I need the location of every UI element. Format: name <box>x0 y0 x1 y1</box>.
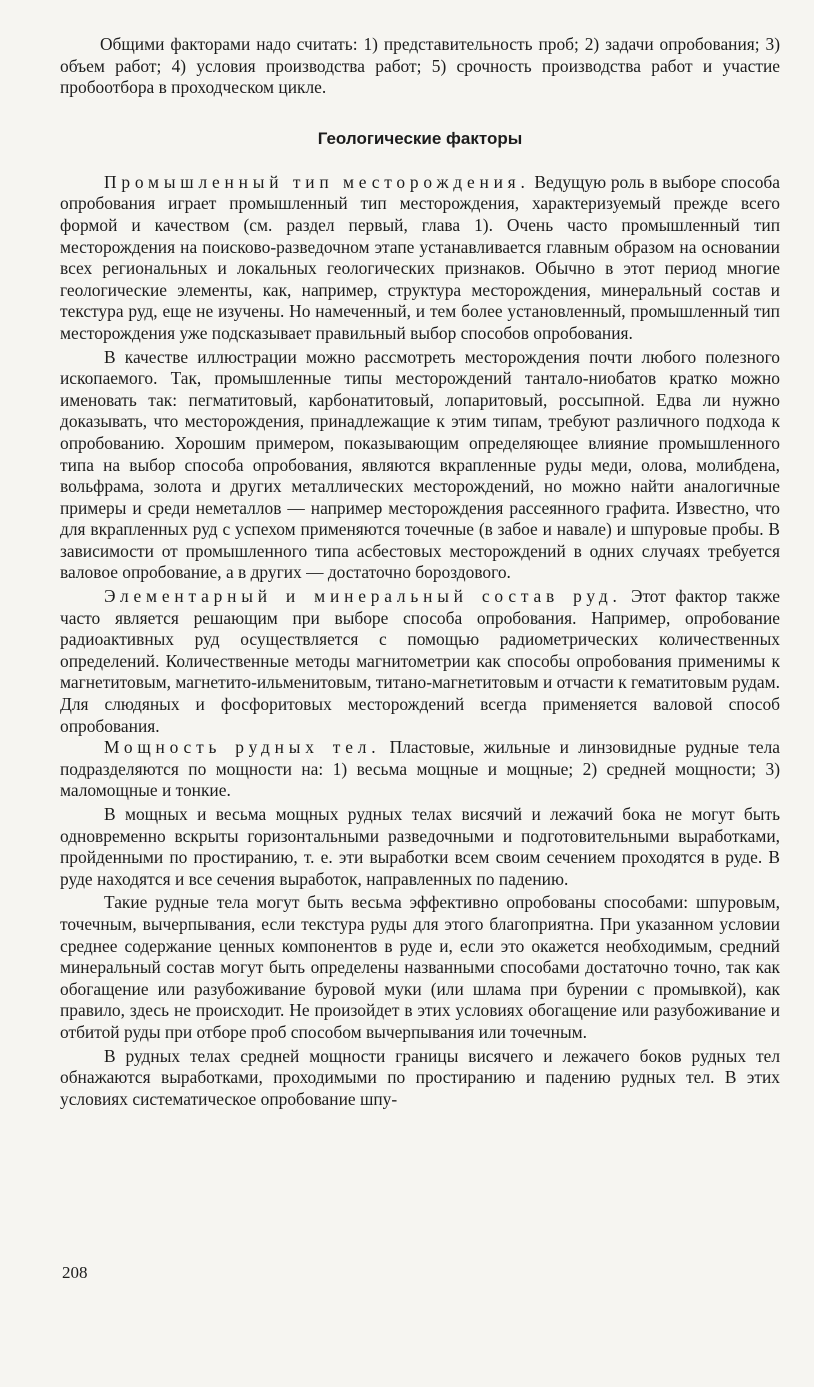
paragraph-text: В качестве иллюстрации можно рассмотреть месторождения почти любого полезного ископаемого. Так, промышленные типы месторождений тантало-ниобатов кратко можно именовать так: пегматитовый, карбонатитовый, лопаритовый, россыпной. Едва ли нужно доказывать, что месторождения, принадлежащие к этим типам, требуют различного подхода к опробованию. Хорошим примером, показывающим определяющее влияние промышленного типа на выбор способа опробования, являются вкрапленные руды меди, олова, молибдена, вольфрама, золота и других металлических месторождений, но можно найти аналогичные примеры и среди неметаллов — например месторождения рассеянного графита. Известно, что для вкрапленных руд с успехом применяются точечные (в забое и навале) и шпуровые пробы. В зависимости от промышленного типа асбестовых месторождений в одних случаях требуется валовое опробование, а в других — достаточно бороздового. <box>60 346 780 583</box>
paragraph-text: Пластовые, жильные и линзовидные рудные тела подразделяются по мощности на: 1) весьма мощные и мощные; 2) средней мощности; 3) маломощные и тонкие. <box>60 737 780 801</box>
paragraph-text: Ведущую роль в выборе способа опробования играет промышленный тип месторождения, характеризуемый прежде всего формой и качеством (см. раздел первый, глава 1). Очень часто промышленный тип месторождения на поисково-разведочном этапе устанавливается главным образом на основании всех региональных и локальных геологических признаков. Обычно в этот период многие геологические элементы, как, например, структура месторождения, минеральный состав и текстура руд, еще не изучены. Но намеченный, и тем более установленный, промышленный тип месторождения уже подсказывает правильный выбор способов опробования. <box>60 171 781 343</box>
term-industrial-type: Промышленный тип месторождения. <box>104 171 530 192</box>
paragraph-industrial-type <box>60 172 780 345</box>
page-content <box>60 34 780 1110</box>
paragraph-thickness <box>60 737 780 802</box>
term-composition: Элементарный и минеральный состав руд. <box>104 586 622 607</box>
paragraph-text: Этот фактор также часто является решающим при выборе способа опробования. Например, опробование радиоактивных руд осуществляется с помощью радиометрических количественных определений. Количественные методы магнитометрии как способы опробования применимы к магнетитовым, магнетито-ильменитовым, титано-магнетитовым и отчасти к гематитовым рудам. Для слюдяных и фосфоритовых месторождений всегда применяется валовой способ опробования. <box>60 586 780 736</box>
paragraph-illustration <box>60 347 780 585</box>
paragraph-composition <box>60 586 780 737</box>
paragraph-medium-thickness <box>60 1046 780 1111</box>
paragraph-text: В рудных телах средней мощности границы висячего и лежачего боков рудных тел обнажаются выработками, проходимыми по простиранию и падению рудных тел. В этих условиях систематическое опробование шпу- <box>60 1045 780 1109</box>
paragraph-text: В мощных и весьма мощных рудных телах висячий и лежачий бока не могут быть одновременно вскрыты горизонтальными разведочными и подготовительными выработками, пройденными по простиранию, т. е. эти выработки всем своим сечением проходятся в руде. В руде находятся и все сечения выработок, направленных по падению. <box>60 804 780 889</box>
term-thickness: Мощность рудных тел. <box>104 737 381 758</box>
paragraph-thick-bodies <box>60 804 780 890</box>
paragraph-sampling-methods <box>60 892 780 1043</box>
paragraph-text: Такие рудные тела могут быть весьма эффективно опробованы способами: шпуровым, точечным, вычерпывания, если текстура руды для этого благоприятна. При указанном условии среднее содержание ценных компонентов в руде и, если это окажется необходимым, средний минеральный состав могут быть определены названными способами достаточно точно, так как обогащение или разубоживание буровой муки (или шлама при бурении с промывкой), как правило, здесь не происходит. Не произойдет в этих условиях обогащение или разубоживание и отбитой руды при отборе проб способом вычерпывания или точечным. <box>60 892 780 1042</box>
section-heading: Геологические факторы <box>317 128 523 148</box>
intro-paragraph: Общими факторами надо считать: 1) представительность проб; 2) задачи опробования; 3) объем работ; 4) условия производства работ; 5) срочность производства работ и участие пробоотбора в проходческом цикле. <box>60 34 780 98</box>
page-number: 208 <box>62 1263 88 1282</box>
